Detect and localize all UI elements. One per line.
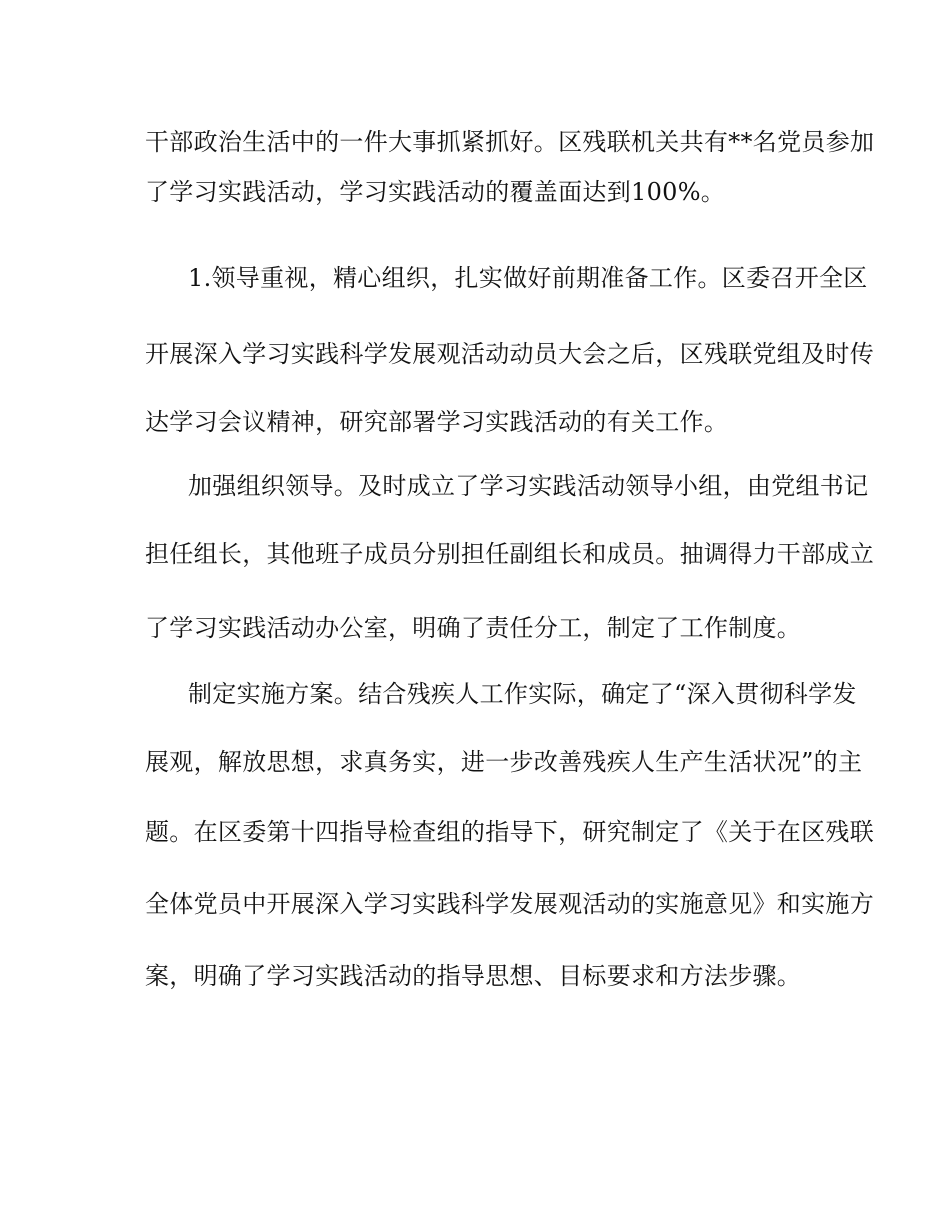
paragraph-line: 担任组长，其他班子成员分别担任副组长和成员。抽调得力干部成立 [145, 540, 874, 568]
paragraph-line: 1.领导重视，精心组织，扎实做好前期准备工作。区委召开全区 [188, 264, 868, 292]
paragraph-line: 题。在区委第十四指导检查组的指导下，研究制定了《关于在区残联 [145, 818, 874, 846]
paragraph-line: 达学习会议精神，研究部署学习实践活动的有关工作。 [145, 408, 729, 436]
paragraph-line: 了学习实践活动，学习实践活动的覆盖面达到100%。 [145, 178, 726, 206]
paragraph-line: 全体党员中开展深入学习实践科学发展观活动的实施意见》和实施方 [145, 890, 874, 918]
paragraph-line: 加强组织领导。及时成立了学习实践活动领导小组，由党组书记 [188, 472, 869, 500]
paragraph-line: 展观，解放思想，求真务实，进一步改善残疾人生产生活状况”的主 [145, 748, 863, 776]
paragraph-line: 了学习实践活动办公室，明确了责任分工，制定了工作制度。 [145, 614, 802, 642]
paragraph-line: 干部政治生活中的一件大事抓紧抓好。区残联机关共有**名党员参加 [145, 128, 875, 156]
paragraph-line: 制定实施方案。结合残疾人工作实际，确定了“深入贯彻科学发 [188, 680, 857, 708]
paragraph-line: 开展深入学习实践科学发展观活动动员大会之后，区残联党组及时传 [145, 340, 874, 368]
paragraph-line: 案，明确了学习实践活动的指导思想、目标要求和方法步骤。 [145, 962, 802, 990]
